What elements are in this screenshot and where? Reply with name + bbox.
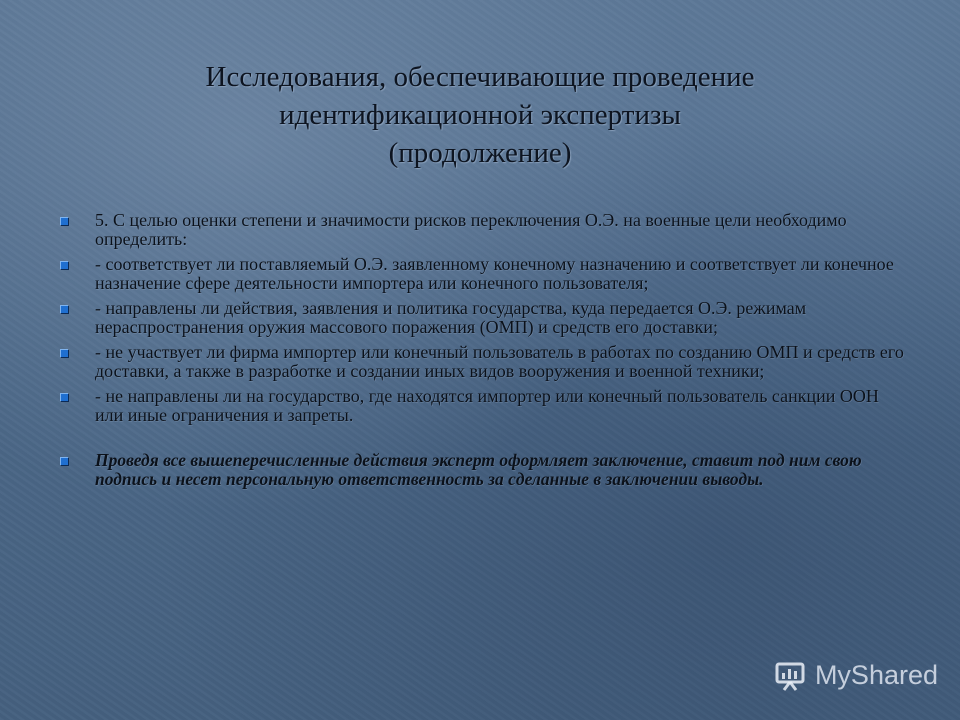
title-line-3: (продолжение)	[388, 137, 572, 169]
square-bullet-icon	[60, 261, 68, 269]
presentation-board-icon	[773, 658, 807, 692]
watermark-logo[interactable]	[773, 658, 938, 692]
square-bullet-icon	[60, 393, 68, 401]
bullet-item	[60, 387, 910, 425]
bullet-text: 5. С целью оценки степени и значимости рисков переключения О.Э. на военные цели необходимо определить:	[95, 210, 847, 249]
bullet-text: - соответствует ли поставляемый О.Э. заявленному конечному назначению и соответствует ли конечное назначение сфере деятельности импортера или конечного пользователя;	[95, 254, 894, 293]
bullet-item	[60, 299, 910, 337]
bullet-text: - не направлены ли на государство, где находятся импортер или конечный пользователь санкции ООН или иные ограничения и запреты.	[95, 386, 879, 425]
slide-title	[130, 58, 830, 172]
title-line-2: идентификационной экспертизы	[279, 99, 681, 131]
bullet-item	[60, 211, 910, 249]
watermark-text: MyShared	[814, 659, 938, 690]
square-bullet-icon	[60, 349, 68, 357]
conclusion-text: Проведя все вышеперечисленные действия эксперт оформляет заключение, ставит под ним свою подпись и несет персональную ответственность за сделанные в заключении выводы.	[95, 450, 862, 489]
square-bullet-icon	[60, 217, 68, 225]
square-bullet-icon	[60, 457, 68, 465]
bullet-item	[60, 343, 910, 381]
bullet-text: - не участвует ли фирма импортер или конечный пользователь в работах по созданию ОМП и средств его доставки, а также в разработке и создании иных видов вооружения и военной техники;	[95, 342, 904, 381]
bullet-list	[60, 211, 910, 495]
conclusion-bullet-item	[60, 451, 910, 489]
bullet-item	[60, 255, 910, 293]
bullet-text: - направлены ли действия, заявления и политика государства, куда передается О.Э. режимам нераспространения оружия массового поражения (ОМП) и средств его доставки;	[95, 298, 807, 337]
square-bullet-icon	[60, 305, 68, 313]
title-line-1: Исследования, обеспечивающие проведение	[205, 61, 755, 93]
